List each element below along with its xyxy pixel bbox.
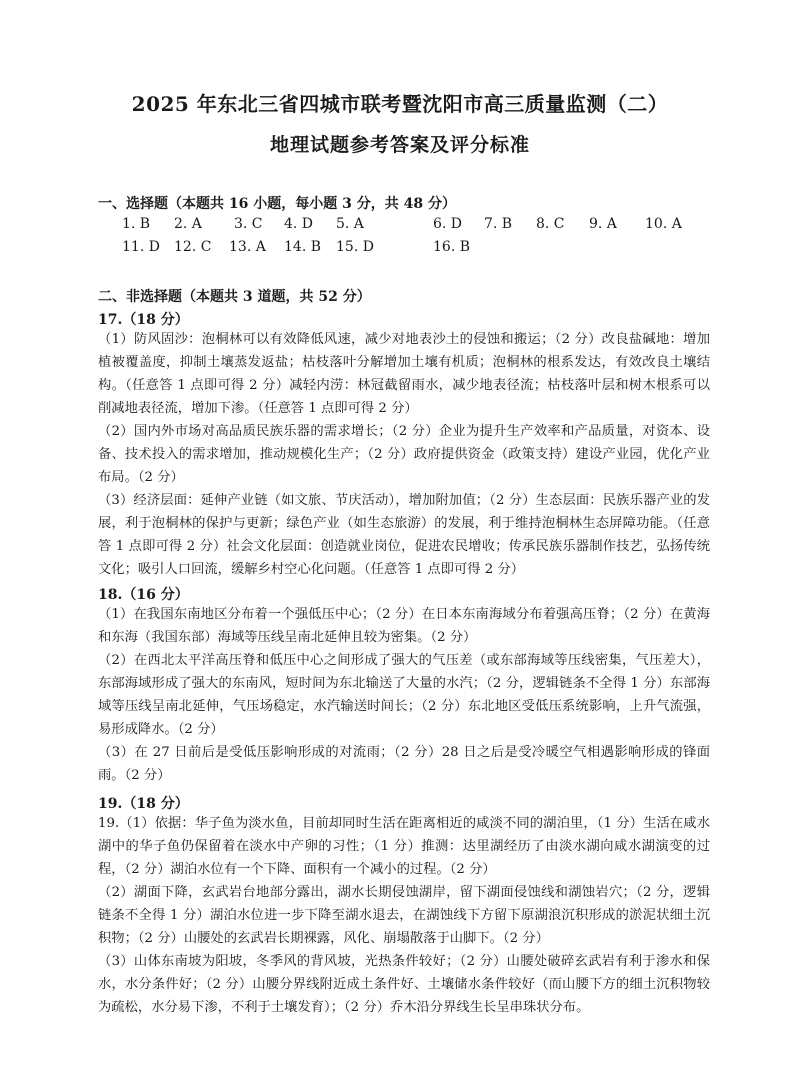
answer-item: 12. C xyxy=(174,239,212,255)
answer-item: 13. A xyxy=(229,239,266,255)
question-18-heading: 18.（16 分） xyxy=(98,587,189,603)
answer-item: 16. B xyxy=(433,239,471,255)
answer-item: 1. B xyxy=(122,216,151,232)
answer-item: 7. B xyxy=(484,216,513,232)
question-18-part-2: （2）在西北太平洋高压脊和低压中心之间形成了强大的气压差（或东部海域等压线密集，气压差大），东部海域形成了强大的东南风，短时间为东北输送了大量的水汽；（2 分，逻辑链条不全得 1 分）东部海域等压线呈南北延伸，气压场稳定，水汽输送时间长；（2 分）东北地区受低压系统影响，上升气流强，易形成降水。（2 分） xyxy=(98,653,710,737)
question-19-part-3: （3）山体东南坡为阳坡，冬季风的背风坡，光热条件较好；（2 分）山腰处破碎玄武岩有利于渗水和保水，水分条件好；（2 分）山腰分界线附近成土条件好、土壤储水条件较好（而山腰下方的细土沉积物较为疏松，水分易下渗，不利于土壤发育）；（2 分）乔木沿分界线生长呈串珠状分布。 xyxy=(98,954,710,1015)
question-18-part-3: （3）在 27 日前后是受低压影响形成的对流雨；（2 分）28 日之后是受冷暖空气相遇影响形成的锋面雨。（2 分） xyxy=(98,745,710,783)
question-17-part-2: （2）国内外市场对高品质民族乐器的需求增长；（2 分）企业为提升生产效率和产品质量，对资本、设备、技术投入的需求增加，推动规模化生产；（2 分）政府提供资金（政策支持）建设产业园，优化产业布局。（2 分） xyxy=(98,424,710,485)
answers-row-2 xyxy=(122,239,722,259)
document-title: 2025 年东北三省四城市联考暨沈阳市高三质量监测（二） xyxy=(131,92,669,116)
answer-item: 2. A xyxy=(174,216,202,232)
answers-row-1 xyxy=(122,216,722,236)
answer-item: 14. B xyxy=(284,239,322,255)
question-17-part-3: （3）经济层面：延伸产业链（如文旅、节庆活动），增加附加值；（2 分）生态层面：民族乐器产业的发展，利于泡桐林的保护与更新；绿色产业（如生态旅游）的发展，利于维持泡桐林生态屏障功能。（任意答 1 点即可得 2 分）社会文化层面：创造就业岗位，促进农民增收；传承民族乐器制作技艺，弘扬传统文化；吸引人口回流，缓解乡村空心化问题。（任意答 1 点即可得 2 分） xyxy=(98,493,710,577)
answer-item: 6. D xyxy=(433,216,463,232)
question-19-part-1: 19.（1）依据：华子鱼为淡水鱼，目前却同时生活在距离相近的咸淡不同的湖泊里，（1 分）生活在咸水湖中的华子鱼仍保留着在淡水中产卵的习性；（1 分）推测：达里湖经历了由淡水湖向咸水湖演变的过程，（2 分）湖泊水位有一个下降、面积有一个减小的过程。（2 分） xyxy=(98,816,710,877)
answer-item: 15. D xyxy=(336,239,374,255)
question-17-part-1: （1）防风固沙：泡桐林可以有效降低风速，减少对地表沙土的侵蚀和搬运；（2 分）改良盐碱地：增加植被覆盖度，抑制土壤蒸发返盐；枯枝落叶分解增加土壤有机质；泡桐林的根系发达，有效改良土壤结构。（任意答 1 点即可得 2 分）减轻内涝：林冠截留雨水，减少地表径流；枯枝落叶层和树木根系可以削减地表径流，增加下渗。（任意答 1 点即可得 2 分） xyxy=(98,332,710,416)
question-19-heading: 19.（18 分） xyxy=(98,796,189,812)
answer-item: 4. D xyxy=(284,216,314,232)
answer-item: 5. A xyxy=(336,216,364,232)
answer-item: 9. A xyxy=(589,216,617,232)
answer-item: 11. D xyxy=(122,239,160,255)
question-17-heading: 17.（18 分） xyxy=(98,312,189,328)
question-19-part-2: （2）湖面下降，玄武岩台地部分露出，湖水长期侵蚀湖岸，留下湖面侵蚀线和湖蚀岩穴；（2 分，逻辑链条不全得 1 分）湖泊水位进一步下降至湖水退去，在湖蚀线下方留下原湖浪沉积形成的淤泥状细土沉积物；（2 分）山腰处的玄武岩长期裸露，风化、崩塌散落于山脚下。（2 分） xyxy=(98,885,710,946)
section-2-heading: 二、非选择题（本题共 3 道题，共 52 分） xyxy=(98,289,371,305)
answer-item: 10. A xyxy=(645,216,682,232)
question-18-part-1: （1）在我国东南地区分布着一个强低压中心；（2 分）在日本东南海域分布着强高压脊；（2 分）在黄海和东海（我国东部）海域等压线呈南北延伸且较为密集。（2 分） xyxy=(98,607,710,645)
document-subtitle: 地理试题参考答案及评分标准 xyxy=(269,134,530,156)
answer-item: 3. C xyxy=(234,216,263,232)
section-1-heading: 一、选择题（本题共 16 小题，每小题 3 分，共 48 分） xyxy=(98,196,456,212)
answer-item: 8. C xyxy=(536,216,565,232)
